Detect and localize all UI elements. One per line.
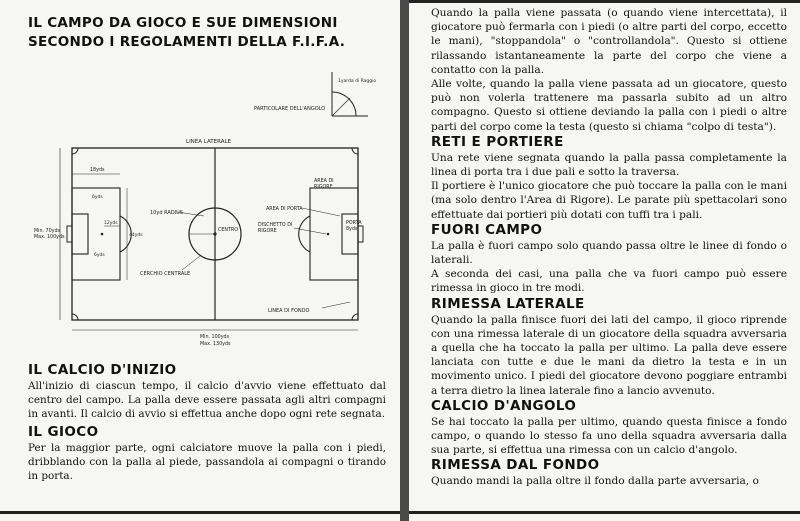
centre-circle-label: CERCHIO CENTRALE <box>140 271 191 277</box>
bottom-rule-right <box>409 511 800 514</box>
kickoff-heading: IL CALCIO D'INIZIO <box>28 362 177 378</box>
goal-area-label: AREA DI PORTA <box>266 207 303 212</box>
goal-kick-heading: RIMESSA DAL FONDO <box>431 457 600 474</box>
centre-label: CENTRO <box>218 228 239 233</box>
out-of-play-text-1: La palla è fuori campo solo quando passa oltre le linee di fondo o laterali. <box>431 239 787 267</box>
dim-12yds: 12yds <box>104 221 118 226</box>
dim-18yds: 18yds <box>90 168 105 173</box>
corner-arc-label: 1yarda di Raggio <box>338 79 377 84</box>
penalty-area-right <box>310 188 358 280</box>
goal-left <box>67 226 72 242</box>
book-spine <box>400 0 409 521</box>
radius-label: 10yd RADIUS <box>150 210 183 216</box>
penalty-area-label-2: RIGORE <box>314 185 333 190</box>
out-of-play-text-2: A seconda dei casi, una palla che va fuori campo può essere rimessa in gioco in tre modi. <box>431 268 787 295</box>
penalty-area-left <box>72 188 120 280</box>
page-title-line-2: SECONDO I REGOLAMENTI DELLA F.I.F.A. <box>28 34 346 50</box>
goal-line-label: LINEA DI FONDO <box>268 308 310 314</box>
football-field-diagram <box>32 70 377 350</box>
corner-detail-figure <box>254 72 376 116</box>
top-rule <box>409 0 800 3</box>
dim-max-length: Max. 130yds <box>200 342 231 347</box>
penalty-area-label-1: AREA DI <box>314 179 334 184</box>
goal-area-right <box>342 214 358 254</box>
intro-text-1: Quando la palla viene passata (o quando viene intercettata), il giocatore può fermarla con i piedi (o altre parti del corpo, eccetto le mani), "stoppandola" o "controllandola". Questo si ottiene rilassando istantaneamente la parte del corpo che viene a contatto con la palla. <box>431 7 787 76</box>
goal-kick-text: Quando mandi la palla oltre il fondo dalla parte avversaria, o <box>431 475 759 488</box>
dim-min-width: Min. 70yds <box>34 229 61 234</box>
penalty-spot-label-2: RIGORE <box>258 229 277 234</box>
goal-label-1: PORTA <box>346 221 362 226</box>
corner-kick-heading: CALCIO D'ANGOLO <box>431 397 577 414</box>
goal-right <box>358 226 363 242</box>
goals-text-1: Una rete viene segnata quando la palla passa completamente la linea di porta tra i due pali e sotto la traversa. <box>431 151 787 179</box>
play-heading: IL GIOCO <box>28 423 99 440</box>
throw-in-text: Quando la palla finisce fuori dei lati del campo, il gioco riprende con una rimessa laterale di un giocatore della squadra avversaria a quella che ha toccato la palla per ultimo. La palla deve essere lanciata con tutte e due le mani da dietro la testa e in un movimento unico. I piedi del giocatore devono poggiare entrambi a terra dietro la linea laterale fino a lancio avvenuto. <box>431 313 787 397</box>
goals-text-2: Il portiere è l'unico giocatore che può toccare la palla con le mani (ma solo dentro l'Area di Rigore). Le parate più spettacolari sono effettuate dai portieri più dotati con tuffi tra i pali. <box>431 180 787 221</box>
dim-min-length: Min. 100yds <box>200 335 230 340</box>
corner-detail-label: PARTICOLARE DELL'ANGOLO <box>254 106 326 112</box>
kickoff-text: All'inizio di ciascun tempo, il calcio d'avvio viene effettuato dal centro del campo. La palla deve essere passata agli altri compagni in avanti. Il calcio di avvio si effettua anche dopo ogni rete segnata. <box>28 380 386 421</box>
touchline-label: LINEA LATERALE <box>186 139 232 145</box>
penalty-spot-label-1: DISCHETTO DI <box>258 223 293 228</box>
intro-text-2: Alle volte, quando la palla viene passata ad un giocatore, questo può non volerla trattenere ma passarla subito ad un altro compagno. Questo si ottiene deviando la palla con i piedi o altre parti del corpo come la testa (questo si chiama "colpo di testa"). <box>431 78 787 133</box>
page-title-line-1: IL CAMPO DA GIOCO E SUE DIMENSIONI <box>28 15 338 31</box>
dim-6yds-top: 6yds <box>92 195 103 200</box>
throw-in-heading: RIMESSA LATERALE <box>431 295 585 312</box>
bottom-rule <box>0 511 400 514</box>
dim-6yds-bottom: 6yds <box>94 253 105 258</box>
goals-heading: RETI E PORTIERE <box>431 133 564 150</box>
goal-area-left <box>72 214 88 254</box>
out-of-play-heading: FUORI CAMPO <box>431 221 543 238</box>
dim-44yds: 44yds <box>129 233 143 238</box>
dim-max-width: Max. 100yds <box>34 235 65 240</box>
corner-kick-text: Se hai toccato la palla per ultimo, quando questa finisce a fondo campo, o quando lo stesso fa uno della squadra avversaria dalla sua parte, si effettua una rimessa con un calcio d'angolo. <box>431 415 787 457</box>
goal-label-2: 8yds <box>346 227 358 232</box>
right-page <box>409 0 800 521</box>
play-text: Per la maggior parte, ogni calciatore muove la palla con i piedi, dribblando con la palla al piede, passandola ai compagni o tirando in porta. <box>28 441 386 483</box>
